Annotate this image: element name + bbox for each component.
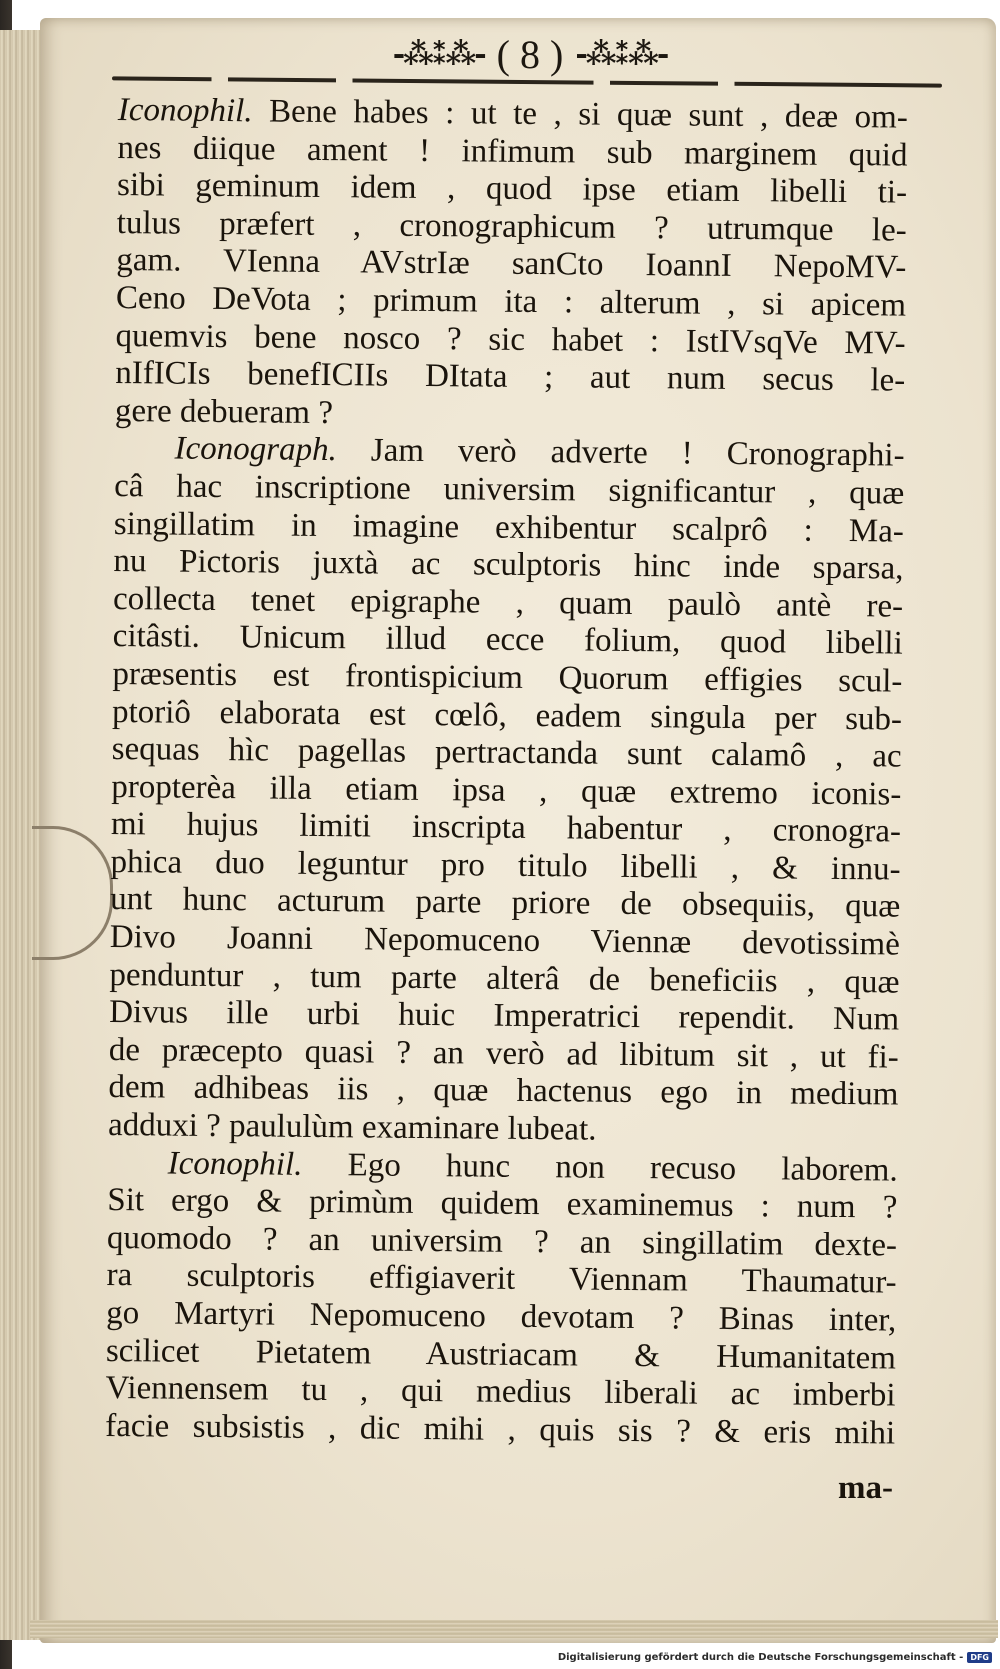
page-header bbox=[360, 28, 700, 80]
line-text: câ hac inscriptione universim significantur , quæ bbox=[114, 467, 905, 512]
digitization-credit bbox=[558, 1652, 992, 1663]
line-text: scilicet Pietatem Austriacam & Humanitatem bbox=[105, 1332, 897, 1377]
catchword: ma- bbox=[838, 1470, 893, 1506]
line-text: tulus præfert , cronographicum ? utrumque le- bbox=[116, 204, 907, 249]
line-text: propterèa illa etiam ipsa , quæ extremo iconis- bbox=[111, 768, 902, 813]
speaker-name: Iconophil. bbox=[117, 92, 253, 130]
line-text: singillatim in imagine exhibentur scalprô : Ma- bbox=[113, 505, 904, 550]
body-text bbox=[105, 92, 908, 1453]
line-text: mi hujus limiti inscripta habentur , cronogra- bbox=[110, 806, 902, 850]
line-text: præsentis est frontispicium Quorum effigies scul- bbox=[112, 655, 903, 700]
line-text: adduxi ? paululùm examinare lubeat. bbox=[107, 1106, 597, 1148]
ornament-right-icon: -⁂⁑⁂- bbox=[575, 36, 668, 72]
line-text: gam. VIenna AVstrIæ sanCto IoannI NepoMV- bbox=[116, 242, 907, 286]
book-clasp bbox=[32, 826, 113, 960]
line-text: ra sculptoris effigiaverit Viennam Thaumatur- bbox=[106, 1257, 897, 1301]
line-text: sibi geminum idem , quod ipse etiam libelli ti- bbox=[116, 167, 908, 211]
line-text: sequas hìc pagellas pertractanda sunt calamô , ac bbox=[111, 731, 902, 775]
line-text: nIfICIs benefICIIs DItata ; aut num secus le- bbox=[115, 355, 906, 399]
line-text: Sit ergo & primùm quidem examinemus : num ? bbox=[107, 1182, 898, 1226]
page-bottom-edges bbox=[30, 1620, 998, 1638]
line-text: nes diique ament ! infimum sub marginem quid bbox=[117, 129, 908, 174]
credit-text: Digitalisierung gefördert durch die Deutsche Forschungsgemeinschaft - bbox=[557, 1652, 964, 1663]
line-text: Bene habes : ut te , si quæ sunt , deæ om- bbox=[252, 93, 908, 136]
line-text: nu Pictoris juxtà ac sculptoris hinc inde sparsa, bbox=[113, 543, 904, 587]
line-text: Divus ille urbi huic Imperatrici rependit. Num bbox=[108, 994, 900, 1038]
ornament-left-icon: -⁂⁑⁂- bbox=[392, 36, 485, 72]
line-text: gere debueram ? bbox=[114, 392, 334, 431]
dfg-logo-icon: DFG bbox=[967, 1652, 992, 1663]
line-text: dem adhibeas iis , quæ hactenus ego in medium bbox=[108, 1069, 899, 1113]
line-text: citâsti. Unicum illud ecce folium, quod libelli bbox=[112, 618, 903, 662]
speaker-name: Iconophil. bbox=[167, 1145, 303, 1183]
line-text: quomodo ? an universim ? an singillatim dexte- bbox=[106, 1219, 898, 1264]
line-text: penduntur , tum parte alterâ de beneficiis , quæ bbox=[109, 956, 900, 1001]
line-text: de præcepto quasi ? an verò ad libitum sit , ut fi- bbox=[108, 1031, 899, 1076]
line-text: collecta tenet epigraphe , quam paulò antè re- bbox=[112, 580, 904, 625]
line-text: Ego hunc non recuso laborem. bbox=[302, 1146, 898, 1189]
line-text: Viennensem tu , qui medius liberali ac imberbi bbox=[105, 1370, 896, 1414]
line-text: ptoriô elaborata est cœlô, eadem singula per sub- bbox=[111, 693, 903, 738]
line-text: facie subsistis , dic mihi , quis sis ? & eris mihi bbox=[105, 1407, 896, 1452]
page-number: ( 8 ) bbox=[496, 31, 564, 77]
line-text: Jam verò adverte ! Cronographi- bbox=[336, 432, 905, 474]
text-line bbox=[105, 1408, 895, 1453]
line-text: phica duo leguntur pro titulo libelli , & innu- bbox=[110, 843, 901, 888]
line-text: Divo Joanni Nepomuceno Viennæ devotissimè bbox=[109, 919, 901, 963]
line-text: go Martyri Nepomuceno devotam ? Binas inter, bbox=[106, 1294, 897, 1339]
line-text: unt hunc acturum parte priore de obsequiis, quæ bbox=[110, 881, 901, 926]
speaker-name: Iconograph. bbox=[174, 430, 337, 469]
line-text: quemvis bene nosco ? sic habet : IstIVsqVe MV- bbox=[115, 317, 906, 362]
line-text: Ceno DeVota ; primum ita : alterum , si apicem bbox=[115, 279, 907, 324]
